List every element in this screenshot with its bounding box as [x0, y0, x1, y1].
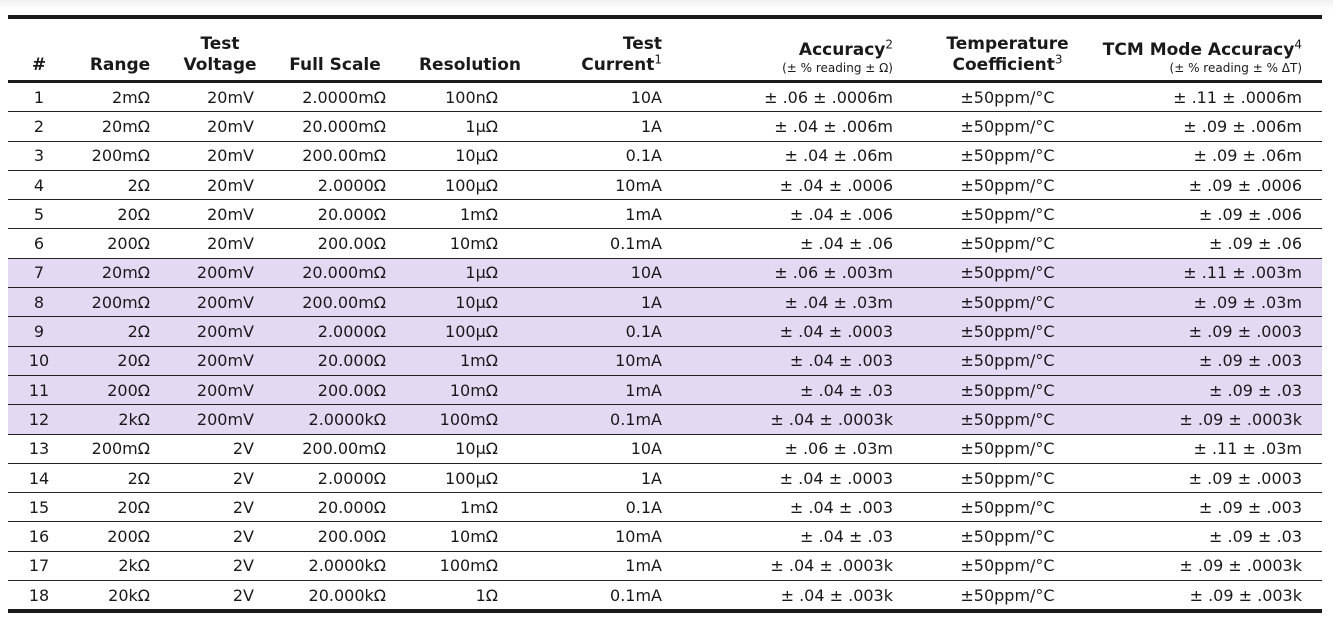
cell-resolution: 1Ω [475, 585, 498, 605]
header-accuracy-title: Accuracy [798, 40, 886, 60]
cell-resolution: 1μΩ [400, 112, 540, 141]
cell-tcm-accuracy: ± .09 ± .006m [1090, 112, 1322, 141]
cell-full-scale: 2.0000mΩ [270, 82, 400, 112]
cell-test-voltage: 20mV [170, 112, 270, 141]
cell-accuracy: ± .04 ± .0003 [680, 317, 925, 346]
header-range: Range [70, 17, 170, 82]
cell-number: 18 [28, 585, 50, 605]
header-tcm-units: (± % reading ± % ΔT) [1169, 61, 1302, 75]
header-tcm-footnote: 4 [1294, 37, 1302, 52]
header-number: # [8, 17, 70, 82]
cell-test-current: 0.1mA [540, 229, 680, 258]
cell-test-current: 0.1mA [540, 405, 680, 434]
cell-resolution: 100mΩ [400, 405, 540, 434]
cell-tcm-accuracy: ± .09 ± .0003k [1090, 405, 1322, 434]
cell-number: 4 [8, 170, 70, 199]
cell-full-scale: 200.00mΩ [270, 288, 400, 317]
cell-number: 8 [8, 288, 70, 317]
cell-test-voltage: 20mV [170, 82, 270, 112]
cell-full-scale: 2.0000Ω [270, 317, 400, 346]
cell-number: 1 [8, 82, 70, 112]
cell-resolution: 1mΩ [400, 493, 540, 522]
table-row [8, 375, 1322, 404]
header-test-current-line2: Current [581, 55, 655, 75]
cell-full-scale: 20.000Ω [270, 346, 400, 375]
cell-accuracy: ± .04 ± .0003k [680, 551, 925, 580]
cell-tcm-accuracy: ± .11 ± .003m [1090, 258, 1322, 287]
table-row [8, 317, 1322, 346]
cell-range: 200Ω [70, 229, 170, 258]
cell-resolution: 1mΩ [400, 346, 540, 375]
cell-resolution: 100μΩ [400, 463, 540, 492]
cell-resolution: 10mΩ [400, 522, 540, 551]
header-tcm-accuracy [1090, 17, 1322, 82]
cell-range: 2Ω [70, 317, 170, 346]
header-temperature-coefficient [925, 17, 1090, 82]
cell-temperature-coefficient: ±50ppm/°C [925, 463, 1090, 492]
cell-accuracy: ± .04 ± .03 [680, 375, 925, 404]
cell-range: 200mΩ [70, 434, 170, 463]
cell-accuracy: ± .04 ± .003k [780, 585, 893, 605]
header-tempco-footnote: 3 [1054, 52, 1063, 67]
cell-number: 16 [8, 522, 70, 551]
cell-tcm-accuracy: ± .09 ± .0003 [1090, 317, 1322, 346]
cell-number: 2 [8, 112, 70, 141]
specifications-table [8, 15, 1322, 613]
cell-range: 2Ω [70, 170, 170, 199]
cell-test-voltage: 20mV [170, 170, 270, 199]
cell-temperature-coefficient: ±50ppm/°C [925, 375, 1090, 404]
table-row [8, 463, 1322, 492]
cell-temperature-coefficient: ±50ppm/°C [925, 200, 1090, 229]
cell-test-voltage: 2V [232, 585, 254, 605]
cell-test-current: 10mA [540, 170, 680, 199]
table-row [8, 229, 1322, 258]
table-row [8, 346, 1322, 375]
cell-test-voltage: 20mV [170, 141, 270, 170]
cell-test-voltage: 2V [170, 493, 270, 522]
cell-resolution: 100μΩ [400, 170, 540, 199]
table-row [8, 288, 1322, 317]
cell-test-current: 1A [540, 463, 680, 492]
cell-range: 20Ω [70, 346, 170, 375]
cell-tcm-accuracy: ± .09 ± .03 [1090, 522, 1322, 551]
table-row [8, 522, 1322, 551]
cell-test-current: 10A [540, 434, 680, 463]
header-test-voltage-line1: Test [200, 34, 240, 54]
header-tempco-line2: Coefficient [952, 55, 1055, 75]
cell-number: 13 [8, 434, 70, 463]
cell-test-voltage: 2V [170, 463, 270, 492]
cell-range: 2kΩ [70, 551, 170, 580]
cell-temperature-coefficient: ±50ppm/°C [925, 317, 1090, 346]
cell-range: 200Ω [70, 522, 170, 551]
cell-resolution: 10mΩ [400, 229, 540, 258]
cell-tcm-accuracy: ± .09 ± .0003k [1090, 551, 1322, 580]
cell-accuracy: ± .04 ± .003 [680, 346, 925, 375]
cell-test-current: 10mA [540, 346, 680, 375]
cell-test-voltage: 200mV [170, 405, 270, 434]
cell-temperature-coefficient: ±50ppm/°C [960, 585, 1055, 605]
cell-test-current: 0.1A [540, 493, 680, 522]
cell-resolution: 100mΩ [400, 551, 540, 580]
cell-test-current: 10A [540, 258, 680, 287]
cell-tcm-accuracy: ± .09 ± .06m [1090, 141, 1322, 170]
cell-range: 200mΩ [70, 141, 170, 170]
cell-full-scale: 20.000Ω [270, 200, 400, 229]
cell-range: 2mΩ [70, 82, 170, 112]
cell-test-voltage: 2V [170, 522, 270, 551]
cell-range: 20mΩ [70, 112, 170, 141]
header-test-current-footnote: 1 [654, 52, 662, 67]
cell-accuracy: ± .06 ± .0006m [680, 82, 925, 112]
cell-accuracy: ± .04 ± .06m [680, 141, 925, 170]
cell-temperature-coefficient: ±50ppm/°C [925, 346, 1090, 375]
cell-temperature-coefficient: ±50ppm/°C [925, 82, 1090, 112]
cell-range: 20kΩ [108, 585, 150, 605]
cell-tcm-accuracy: ± .09 ± .0006 [1090, 170, 1322, 199]
cell-temperature-coefficient: ±50ppm/°C [925, 434, 1090, 463]
cell-range: 2Ω [70, 463, 170, 492]
cell-test-current: 1mA [540, 375, 680, 404]
cell-tcm-accuracy: ± .11 ± .03m [1090, 434, 1322, 463]
cell-test-current: 1A [540, 112, 680, 141]
cell-number: 6 [8, 229, 70, 258]
cell-test-voltage: 200mV [170, 258, 270, 287]
cell-number: 10 [8, 346, 70, 375]
cell-temperature-coefficient: ±50ppm/°C [925, 405, 1090, 434]
cell-test-voltage: 200mV [170, 375, 270, 404]
header-tempco-line1: Temperature [946, 34, 1069, 54]
cell-temperature-coefficient: ±50ppm/°C [925, 258, 1090, 287]
cell-accuracy: ± .04 ± .006m [680, 112, 925, 141]
cell-accuracy: ± .06 ± .003m [680, 258, 925, 287]
header-test-current-line1: Test [622, 34, 662, 54]
cell-test-current: 10mA [540, 522, 680, 551]
header-accuracy [680, 17, 925, 82]
cell-full-scale: 20.000mΩ [270, 112, 400, 141]
cell-resolution: 10mΩ [400, 375, 540, 404]
top-shadow [0, 0, 1333, 10]
cell-test-voltage: 200mV [170, 317, 270, 346]
cell-accuracy: ± .04 ± .03m [680, 288, 925, 317]
cell-temperature-coefficient: ±50ppm/°C [925, 170, 1090, 199]
cell-accuracy: ± .04 ± .06 [680, 229, 925, 258]
cell-number: 7 [8, 258, 70, 287]
cell-number: 15 [8, 493, 70, 522]
table-body [8, 82, 1322, 612]
cell-number: 9 [8, 317, 70, 346]
cell-resolution: 1μΩ [400, 258, 540, 287]
cell-accuracy: ± .04 ± .03 [680, 522, 925, 551]
header-test-current [540, 17, 680, 82]
cell-resolution: 10μΩ [400, 434, 540, 463]
cell-test-voltage: 20mV [170, 229, 270, 258]
cell-full-scale: 2.0000Ω [270, 463, 400, 492]
table-row [8, 170, 1322, 199]
cell-temperature-coefficient: ±50ppm/°C [925, 141, 1090, 170]
table-row [8, 112, 1322, 141]
header-resolution: Resolution [400, 17, 540, 82]
cell-temperature-coefficient: ±50ppm/°C [925, 229, 1090, 258]
cell-temperature-coefficient: ±50ppm/°C [925, 493, 1090, 522]
cell-tcm-accuracy: ± .09 ± .003 [1090, 346, 1322, 375]
cell-resolution: 10μΩ [400, 141, 540, 170]
cell-full-scale: 200.00Ω [270, 375, 400, 404]
cell-number: 3 [8, 141, 70, 170]
cell-resolution: 100nΩ [400, 82, 540, 112]
cell-full-scale: 2.0000kΩ [270, 551, 400, 580]
cell-range: 20Ω [70, 493, 170, 522]
header-test-voltage [170, 17, 270, 82]
cell-temperature-coefficient: ±50ppm/°C [925, 522, 1090, 551]
cell-accuracy: ± .04 ± .0003k [680, 405, 925, 434]
cell-test-voltage: 2V [170, 551, 270, 580]
cell-temperature-coefficient: ±50ppm/°C [925, 288, 1090, 317]
cell-resolution: 10μΩ [400, 288, 540, 317]
header-accuracy-units: (± % reading ± Ω) [782, 61, 893, 75]
cell-full-scale: 200.00Ω [270, 522, 400, 551]
cell-test-voltage: 200mV [170, 288, 270, 317]
cell-tcm-accuracy: ± .09 ± .006 [1090, 200, 1322, 229]
cell-tcm-accuracy: ± .09 ± .003k [1189, 585, 1302, 605]
cell-accuracy: ± .04 ± .006 [680, 200, 925, 229]
cell-full-scale: 20.000Ω [270, 493, 400, 522]
header-accuracy-footnote: 2 [885, 37, 893, 52]
table-row [8, 434, 1322, 463]
cell-range: 200mΩ [70, 288, 170, 317]
cell-tcm-accuracy: ± .09 ± .06 [1090, 229, 1322, 258]
cell-number: 5 [8, 200, 70, 229]
cell-full-scale: 20.000mΩ [270, 258, 400, 287]
cell-range: 200Ω [70, 375, 170, 404]
cell-test-current: 0.1mA [610, 585, 662, 605]
cell-temperature-coefficient: ±50ppm/°C [925, 112, 1090, 141]
cell-test-current: 1mA [540, 551, 680, 580]
cell-tcm-accuracy: ± .11 ± .0006m [1090, 82, 1322, 112]
header-tcm-title: TCM Mode Accuracy [1102, 40, 1295, 60]
cell-number: 11 [8, 375, 70, 404]
cell-full-scale: 200.00mΩ [270, 141, 400, 170]
cell-full-scale: 200.00mΩ [270, 434, 400, 463]
cell-test-current: 1mA [540, 200, 680, 229]
cell-full-scale: 2.0000Ω [270, 170, 400, 199]
cell-full-scale: 200.00Ω [270, 229, 400, 258]
table-row [8, 82, 1322, 112]
cell-test-voltage: 200mV [170, 346, 270, 375]
cell-test-voltage: 20mV [170, 200, 270, 229]
cell-test-current: 10A [540, 82, 680, 112]
cell-resolution: 1mΩ [400, 200, 540, 229]
cell-number: 14 [8, 463, 70, 492]
cell-range: 20mΩ [70, 258, 170, 287]
header-row [8, 17, 1322, 82]
cell-tcm-accuracy: ± .09 ± .03m [1090, 288, 1322, 317]
cell-number: 17 [8, 551, 70, 580]
header-test-voltage-line2: Voltage [183, 55, 257, 75]
cell-test-voltage: 2V [170, 434, 270, 463]
cell-range: 20Ω [70, 200, 170, 229]
table-row [8, 200, 1322, 229]
cell-number: 12 [8, 405, 70, 434]
cell-tcm-accuracy: ± .09 ± .03 [1090, 375, 1322, 404]
cell-tcm-accuracy: ± .09 ± .0003 [1090, 463, 1322, 492]
cell-full-scale: 2.0000kΩ [270, 405, 400, 434]
cell-test-current: 1A [540, 288, 680, 317]
table-row [8, 405, 1322, 434]
cell-accuracy: ± .04 ± .0003 [680, 463, 925, 492]
cell-temperature-coefficient: ±50ppm/°C [925, 551, 1090, 580]
cell-full-scale: 20.000kΩ [308, 585, 386, 605]
cell-test-current: 0.1A [540, 317, 680, 346]
cell-accuracy: ± .06 ± .03m [680, 434, 925, 463]
cell-accuracy: ± .04 ± .003 [680, 493, 925, 522]
cell-tcm-accuracy: ± .09 ± .003 [1090, 493, 1322, 522]
table-row [8, 258, 1322, 287]
table-row [8, 141, 1322, 170]
cell-range: 2kΩ [70, 405, 170, 434]
table-row [8, 581, 1322, 612]
cell-test-current: 0.1A [540, 141, 680, 170]
header-full-scale: Full Scale [270, 17, 400, 82]
cell-accuracy: ± .04 ± .0006 [680, 170, 925, 199]
table-row [8, 493, 1322, 522]
cell-resolution: 100μΩ [400, 317, 540, 346]
table-row [8, 551, 1322, 580]
